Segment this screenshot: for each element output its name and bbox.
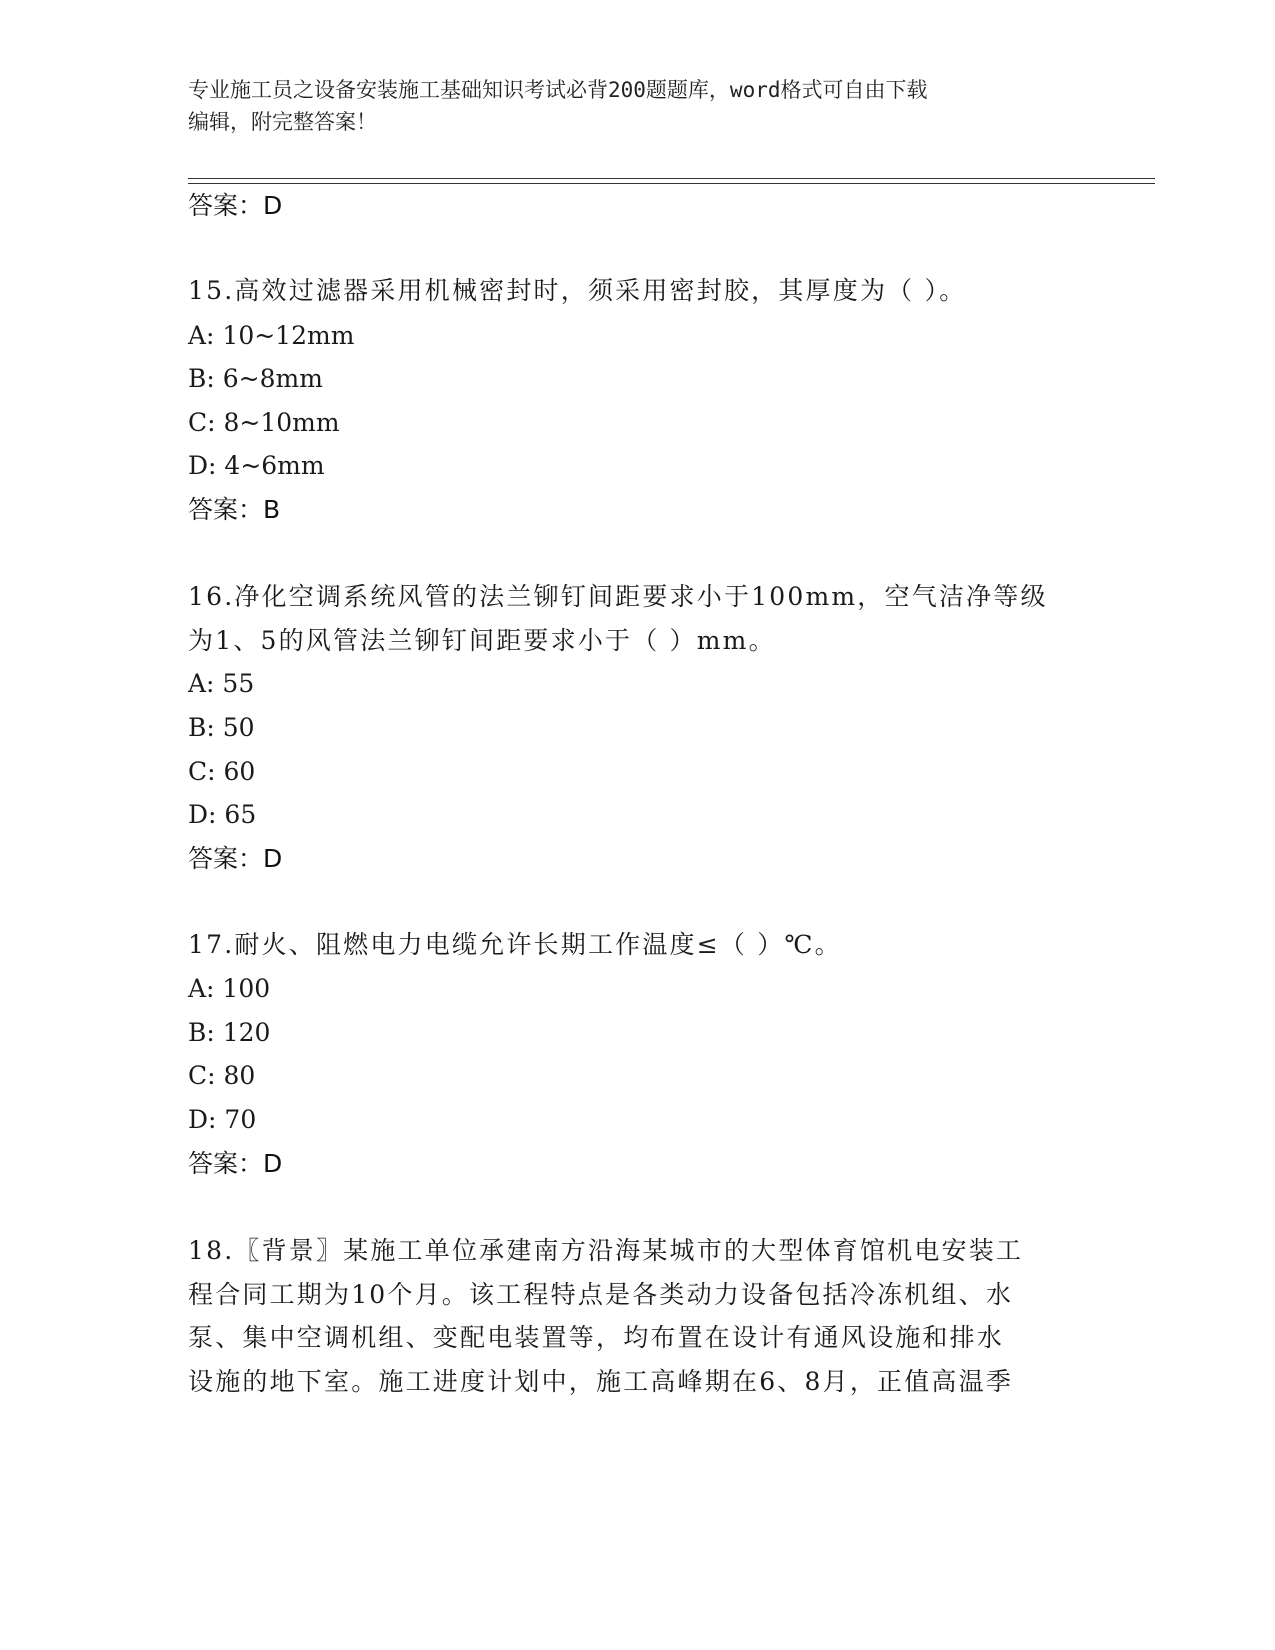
question-15-option-a: A: 10~12mm bbox=[188, 321, 355, 350]
header-rule-top bbox=[188, 178, 1155, 179]
question-17-answer: 答案：D bbox=[188, 1149, 283, 1178]
question-16-option-d: D: 65 bbox=[188, 800, 257, 829]
question-18-line-3: 泵、集中空调机组、变配电装置等，均布置在设计有通风设施和排水 bbox=[188, 1323, 1005, 1352]
document-header bbox=[188, 74, 1068, 138]
question-17-option-c: C: 80 bbox=[188, 1061, 256, 1090]
question-15-option-c: C: 8~10mm bbox=[188, 408, 340, 437]
question-15-stem: 15.高效过滤器采用机械密封时，须采用密封胶，其厚度为（ ）。 bbox=[188, 276, 967, 305]
header-rule-bottom bbox=[188, 183, 1155, 184]
question-17-stem: 17.耐火、阻燃电力电缆允许长期工作温度≤（ ）℃。 bbox=[188, 930, 842, 959]
question-16-stem-line-1: 16.净化空调系统风管的法兰铆钉间距要求小于100mm，空气洁净等级 bbox=[188, 582, 1048, 611]
header-line-2: 编辑，附完整答案！ bbox=[188, 110, 377, 134]
question-15-option-b: B: 6~8mm bbox=[188, 364, 323, 393]
header-line-1: 专业施工员之设备安装施工基础知识考试必背200题题库，word格式可自由下载 bbox=[188, 78, 928, 102]
question-17-option-b: B: 120 bbox=[188, 1018, 271, 1047]
question-16-option-c: C: 60 bbox=[188, 757, 256, 786]
question-15-option-d: D: 4~6mm bbox=[188, 451, 325, 480]
question-15-answer: 答案：B bbox=[188, 495, 281, 524]
question-16-option-a: A: 55 bbox=[188, 669, 255, 698]
question-16-option-b: B: 50 bbox=[188, 713, 255, 742]
question-18-line-1: 18.〖背景〗某施工单位承建南方沿海某城市的大型体育馆机电安装工 bbox=[188, 1236, 1024, 1265]
question-17-option-a: A: 100 bbox=[188, 974, 271, 1003]
question-16-stem-line-2: 为1、5的风管法兰铆钉间距要求小于（ ）mm。 bbox=[188, 626, 776, 655]
question-18-line-4: 设施的地下室。施工进度计划中，施工高峰期在6、8月，正值高温季 bbox=[188, 1367, 1014, 1396]
question-17-option-d: D: 70 bbox=[188, 1105, 257, 1134]
question-16-answer: 答案：D bbox=[188, 844, 283, 873]
answer-q14: 答案：D bbox=[188, 191, 283, 220]
question-18-line-2: 程合同工期为10个月。该工程特点是各类动力设备包括冷冻机组、水 bbox=[188, 1280, 1014, 1309]
